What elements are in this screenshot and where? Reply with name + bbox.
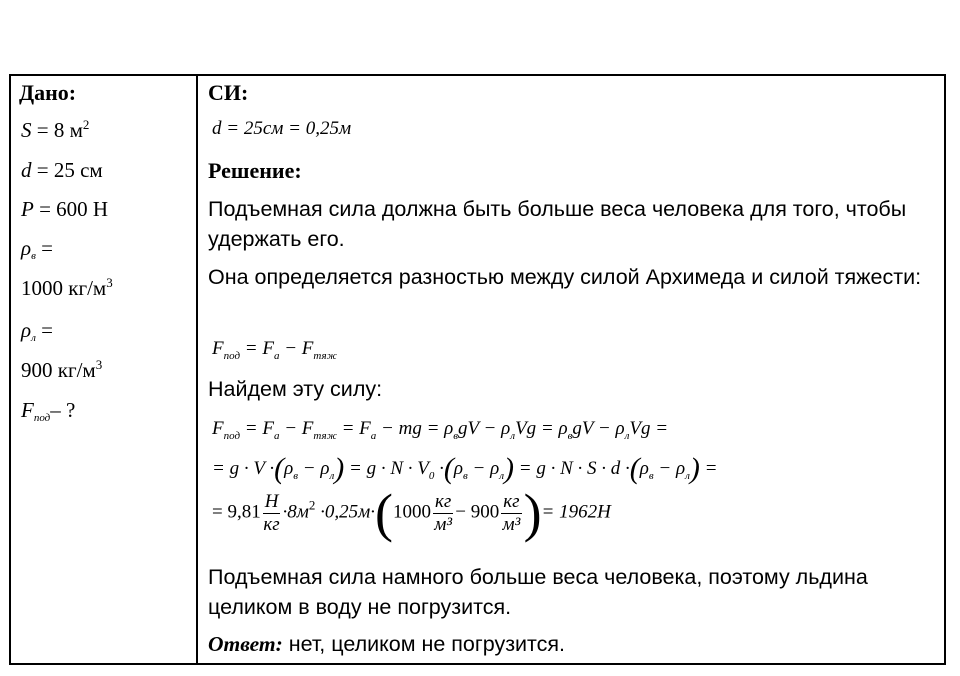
paragraph-2: Она определяется разностью между силой Архимеда и силой тяжести: xyxy=(208,265,922,289)
given-item: $\rho_в$ = xyxy=(21,236,53,262)
fraction-kg-m3-b: $\frac{кг}{\text{м³}}$ xyxy=(502,490,521,535)
result-1962n: = 1962Н xyxy=(541,501,611,523)
paragraph-1: Подъемная сила должна быть больше веса человека для того, чтобы удержать его. xyxy=(208,197,907,251)
fraction-kg-m3-a: $\frac{кг}{\text{м³}}$ xyxy=(434,490,453,535)
value-900: − 900 xyxy=(455,501,500,523)
solution-header: Решение: xyxy=(208,158,302,183)
given-item: 1000 $кг/м^3$ xyxy=(21,275,113,300)
formula-line-1: $F_{под} = F_a - F_{тяж} = F_a$ − mg = $\rho_вgV - \rho_лVg = \rho_вgV - \rho_лVg$ = xyxy=(212,418,669,442)
answer-text: нет, целиком не погрузится. xyxy=(282,632,566,656)
value-9-81: = 9,81 xyxy=(212,501,261,523)
value-1000: 1000 xyxy=(392,501,431,523)
given-header: Дано: xyxy=(19,80,77,105)
solution-column xyxy=(198,76,944,663)
given-column xyxy=(11,76,196,663)
si-conversion: d = 25см = 0,25м xyxy=(212,118,352,139)
paragraph-3: Найдем эту силу: xyxy=(208,377,383,401)
si-header: СИ: xyxy=(208,80,249,105)
given-item: d = 25 см xyxy=(21,158,103,182)
solution-table xyxy=(9,74,946,665)
given-item: 900 $кг/м^3$ xyxy=(21,357,103,382)
formula-lifting-force: $F_{под} = F_a - F_{тяж}$ xyxy=(212,338,337,362)
formula-line-2: = $g \cdot V \cdot(\rho_в - \rho_л) = g \cdot N \cdot V_0 \cdot(\rho_в - \rho_л) = g \cdot N \cdot S \cdot d \cdot(\rho_в - \rho_л)$ = xyxy=(212,452,718,485)
given-item: $\rho_л$ = xyxy=(21,318,53,344)
given-item: $F_{под}-$ ? xyxy=(21,398,76,424)
fraction-n-kg: $\frac{Н}{кг}$ xyxy=(263,490,280,535)
formula-line-3: = 9,81 $\frac{Н}{кг}$ $\cdot 8м^2 \cdot 0,25м\cdot(1000$ $\frac{кг}{\text{м³}}$ − 900 $\frac{кг}{\text{м³}}$ )= 1962Н xyxy=(212,483,611,543)
given-item: S = 8 $м^2$ xyxy=(21,117,90,142)
value-8m: ·8м xyxy=(282,501,309,523)
value-0-25m: ·0,25м· xyxy=(315,501,375,523)
paragraph-4: Подъемная сила намного больше веса человека, поэтому льдина целиком в воду не погрузится. xyxy=(208,565,868,619)
given-item: P = 600 Н xyxy=(21,197,109,221)
answer-label: Ответ: xyxy=(208,632,283,656)
answer-line xyxy=(208,629,938,659)
